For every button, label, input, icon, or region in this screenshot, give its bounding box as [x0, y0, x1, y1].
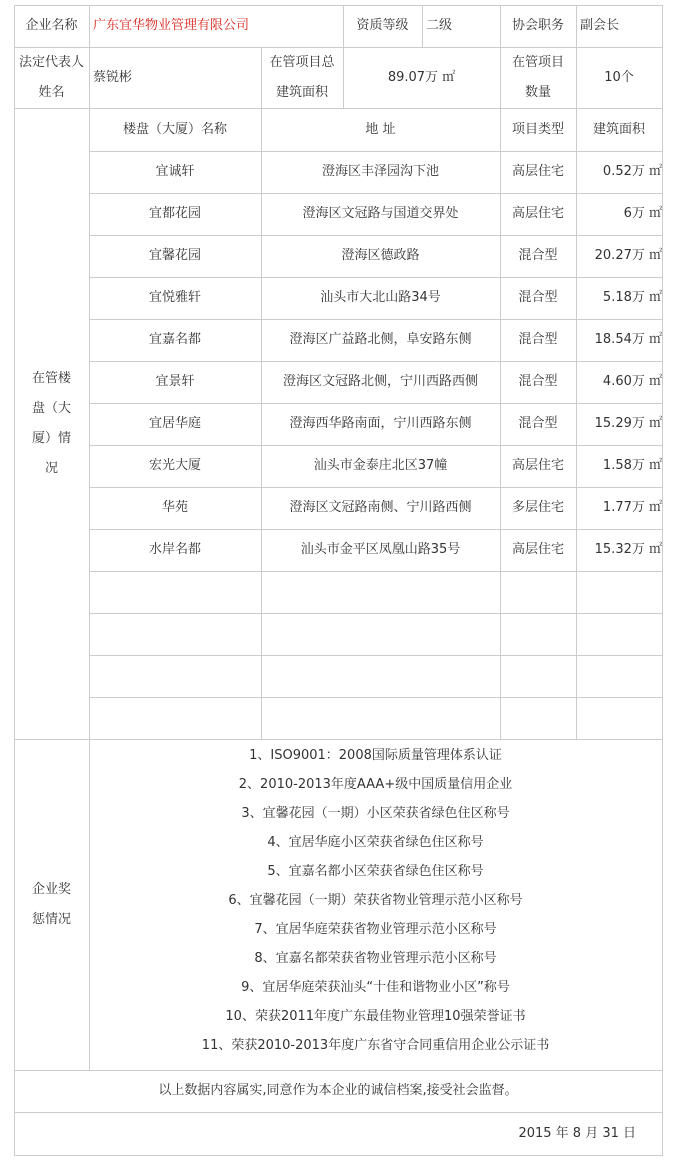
- table-row-area: 6万 ㎡: [623, 206, 662, 221]
- company-name-value: 广东宜华物业管理有限公司: [93, 18, 250, 33]
- table-row-address: 澄海区文冠路北侧，宁川西路西侧: [282, 374, 478, 389]
- qualification-value: 二级: [426, 18, 453, 33]
- properties-section-label: 在管楼盘（大厦）情况: [31, 370, 71, 476]
- award-item: 9、宜居华庭荣获汕头“十佳和谐物业小区”称号: [241, 979, 510, 995]
- col-header-type: 项目类型: [511, 121, 564, 137]
- table-row-type: 高层住宅: [511, 206, 564, 221]
- association-value: 副会长: [580, 18, 620, 33]
- award-item: 4、宜居华庭小区荣获省绿色住区称号: [267, 834, 484, 850]
- award-item: 7、宜居华庭荣获省物业管理示范小区称号: [254, 921, 497, 937]
- award-item: 3、宜馨花园（一期）小区荣获省绿色住区称号: [241, 805, 510, 821]
- table-border: [89, 655, 662, 656]
- legal-rep-label: 法定代表人姓名: [18, 54, 84, 100]
- col-header-area: 建筑面积: [592, 121, 645, 137]
- table-row-type: 多层住宅: [511, 500, 564, 515]
- table-border: [89, 613, 662, 614]
- table-row-address: 澄海西华路南面，宁川西路东侧: [289, 416, 472, 431]
- table-row-area: 15.32万 ㎡: [594, 542, 662, 557]
- col-header-name: 楼盘（大厦）名称: [122, 121, 227, 137]
- table-row-type: 混合型: [518, 374, 558, 389]
- table-row-area: 5.18万 ㎡: [602, 290, 662, 305]
- table-row-type: 高层住宅: [511, 458, 564, 473]
- table-row-type: 混合型: [518, 416, 558, 431]
- table-border: [89, 697, 662, 698]
- award-item: 8、宜嘉名都荣获省物业管理示范小区称号: [254, 950, 497, 966]
- company-name-label: 企业名称: [25, 18, 78, 33]
- table-row-area: 1.58万 ㎡: [602, 458, 662, 473]
- total-area-label: 在管项目总建筑面积: [269, 54, 335, 100]
- table-row-address: 澄海区丰泽园沟下池: [321, 164, 439, 179]
- table-row-address: 汕头市金平区凤凰山路35号: [300, 542, 461, 557]
- table-row-area: 0.52万 ㎡: [602, 164, 662, 179]
- table-row-area: 15.29万 ㎡: [594, 416, 662, 431]
- table-row-address: 澄海区文冠路与国道交界处: [302, 206, 459, 221]
- table-row-name: 宜景轩: [155, 374, 195, 389]
- table-row-area: 4.60万 ㎡: [602, 374, 662, 389]
- table-row-name: 宜诚轩: [155, 164, 195, 179]
- table-border: [14, 1155, 663, 1156]
- project-count-value: 10个: [604, 69, 634, 85]
- project-count-label: 在管项目数量: [511, 54, 564, 100]
- table-row-type: 混合型: [518, 248, 558, 263]
- award-item: 2、2010-2013年度AAA+级中国质量信用企业: [238, 776, 513, 792]
- table-row-name: 宜馨花园: [148, 248, 201, 263]
- table-row-name: 宜嘉名都: [148, 332, 201, 347]
- table-row-address: 汕头市金泰庄北区37幢: [313, 458, 448, 473]
- qualification-label: 资质等级: [356, 18, 409, 33]
- table-row-type: 高层住宅: [511, 542, 564, 557]
- table-row-name: 华苑: [161, 500, 188, 515]
- table-row-address: 汕头市大北山路34号: [320, 290, 441, 305]
- table-row-type: 混合型: [518, 332, 558, 347]
- awards-section-label: 企业奖惩情况: [32, 881, 72, 927]
- table-row-type: 混合型: [518, 290, 558, 305]
- signature-date: 2015 年 8 月 31 日: [518, 1125, 636, 1141]
- award-item: 6、宜馨花园（一期）荣获省物业管理示范小区称号: [228, 892, 523, 908]
- table-row-area: 20.27万 ㎡: [594, 248, 662, 263]
- table-border: [89, 571, 662, 572]
- table-row-name: 宜居华庭: [148, 416, 201, 431]
- table-row-address: 澄海区德政路: [341, 248, 420, 263]
- table-row-type: 高层住宅: [511, 164, 564, 179]
- table-row-area: 18.54万 ㎡: [594, 332, 662, 347]
- award-item: 5、宜嘉名都小区荣获省绿色住区称号: [267, 863, 484, 879]
- table-row-name: 水岸名都: [148, 542, 201, 557]
- table-row-address: 澄海区广益路北侧，阜安路东侧: [289, 332, 472, 347]
- table-row-area: 1.77万 ㎡: [602, 500, 662, 515]
- table-row-address: 澄海区文冠路南侧、宁川路西侧: [289, 500, 472, 515]
- declaration-text: 以上数据内容属实,同意作为本企业的诚信档案,接受社会监督。: [158, 1083, 518, 1098]
- table-row-name: 宜都花园: [148, 206, 201, 221]
- award-item: 10、荣获2011年度广东最佳物业管理10强荣誉证书: [225, 1008, 526, 1024]
- legal-rep-value: 蔡锐彬: [93, 69, 133, 85]
- col-header-address: 地 址: [365, 121, 396, 137]
- table-row-name: 宏光大厦: [148, 458, 201, 473]
- award-item: 11、荣获2010-2013年度广东省守合同重信用企业公示证书: [201, 1037, 550, 1053]
- award-item: 1、ISO9001：2008国际质量管理体系认证: [249, 747, 502, 763]
- table-row-name: 宜悦雅轩: [148, 290, 201, 305]
- association-label: 协会职务: [511, 18, 564, 33]
- total-area-value: 89.07万 ㎡: [387, 69, 456, 85]
